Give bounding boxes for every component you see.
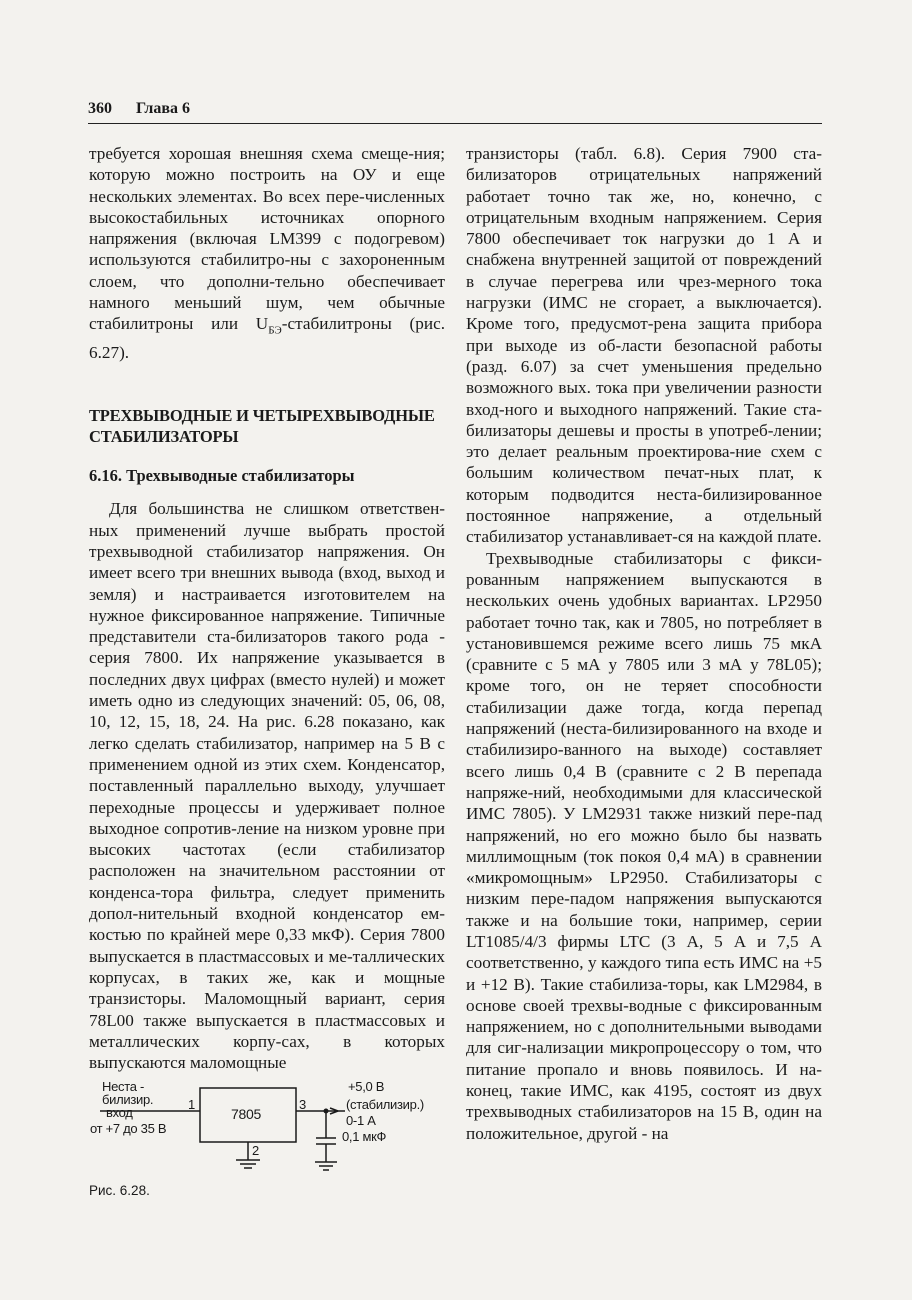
pin-label: 1	[188, 1097, 195, 1112]
left-column	[89, 143, 445, 1073]
paragraph: транзисторы (табл. 6.8). Серия 7900 ста-билизаторов отрицательных напряжений работает точно так же, но, конечно, с отрицательным входным напряжением. Серия 7800 обеспечивает ток нагрузки до 1 А и снабжена внутренней защитой от повреждений в случае перегрева или чрез-мерного тока нагрузки (ИМС не сгорает, а выключается). Кроме того, предусмот-рена защита прибора при выходе из об-ласти безопасной работы (разд. 6.07) за счет уменьшения предельно возможного вых. тока при увеличении разности вход-ного и выходного напряжений. Такие ста-билизаторы дешевы и просты в употреб-лении; это делает реальным проектирова-ние схем с большим количеством печат-ных плат, к которым подводится неста-билизированное постоянное напряжение, а отдельный стабилизатор устанавливает-ся на каждой плате.	[466, 144, 822, 547]
output-label: +5,0 В	[348, 1079, 385, 1094]
chapter-title: Глава 6	[136, 100, 190, 117]
paragraph: Трехвыводные стабилизаторы с фикси-рованным напряжением выпускаются в нескольких очень удобных вариантах. LP2950 работает точно так, как и 7805, но потребляет в установившемся режиме всего лишь 75 мкА (сравните с 5 мА у 7805 или 3 мА у 78L05); кроме того, он не теряет способности стабилизации даже тогда, когда перепад напряжений (неста-билизированного на входе и стабилизиро-ванного на выходе) составляет всего лишь 0,4 В (сравните с 2 В перепада напряже-ний, необходимыми для классической ИМС 7805). У LM2931 также низкий пере-пад напряжений, но его можно было бы назвать миллимощным (ток покоя 0,4 мА) в сравнении «микромощным» LP2950. Стабилизаторы с низким пере-падом напряжения выпускаются также и на большие токи, например, серии LT1085/4/3 фирмы LTC (3 А, 5 А и 7,5 А соответственно, у каждого типа есть ИМС на +5 и +12 В). Такие стабилиза-торы, как LM2984, в основе своей трехвы-водные с фиксированным напряжением, но с дополнительными выводами для сиг-нализации микропроцессору о том, что питание пропало и вновь появилось. И на-конец, такие ИМС, как 4195, состоят из двух трехвыводных стабилизаторов на 15 В, один на положительное, другой - на	[466, 548, 822, 1143]
pin-label: 3	[299, 1097, 306, 1112]
paragraph: требуется хорошая внешняя схема смеще-ния; которую можно построить на ОУ и еще нескольких элементах. Во всех пере-численных высокостабильных источниках опорного напряжения (включая LM399 с подогревом) используются стабилитро-ны с захороненным слоем, что дополни-тельно обеспечивает намного меньший шум, чем обычные стабилитроны или $U_{БЭ}$-стабилитроны (рис. 6.27).	[89, 144, 445, 363]
input-label: билизир.	[102, 1092, 154, 1107]
subsection-title: 6.16. Трехвыводные стабилизаторы	[89, 466, 355, 486]
input-label: от +7 до 35 В	[90, 1121, 167, 1136]
pin-label: 2	[252, 1143, 259, 1158]
header-rule	[88, 123, 822, 124]
page-number: 360	[88, 100, 112, 117]
figure-caption: Рис. 6.28.	[89, 1183, 150, 1198]
capacitor-label: 0,1 мкФ	[342, 1129, 387, 1144]
paragraph: Для большинства не слишком ответствен-ных применений лучше выбрать простой трехвыводной стабилизатор напряжения. Он имеет всего три внешних вывода (вход, выход и земля) и настраивается изготовителем на нужное фиксированное напряжение. Типичные представители ста-билизаторов такого рода - серия 7800. Их напряжение указывается в последних двух цифрах (вместо нулей) и может иметь одно из следующих значений: 05, 06, 08, 10, 12, 15, 18, 24. На рис. 6.28 показано, как легко сделать стабилизатор, например на 5 В с применением одной из этих схем. Конденсатор, поставленный параллельно выходу, улучшает переходные процессы и удерживает полное выходное сопротив-ление на низком уровне при высоких частотах (если стабилизатор расположен на значительном расстоянии от конденса-тора фильтра, следует применить допол-нительный входной конденсатор ем-костью по крайней мере 0,33 мкФ). Серия 7800 выпускается в пластмассовых и ме-таллических корпусах, в таких же, как и мощные транзисторы. Маломощный вариант, серия 78L00 также выпускается в пластмассовых и металлических корпу-сах, в которых выпускаются маломощные	[89, 499, 445, 1073]
subscript: БЭ	[268, 324, 282, 337]
output-label: (стабилизир.)	[346, 1097, 424, 1112]
input-label: Неста -	[102, 1079, 144, 1094]
input-label: вход	[106, 1105, 133, 1120]
section-title: ТРЕХВЫВОДНЫЕ И ЧЕТЫРЕХВЫВОДНЫЕ СТАБИЛИЗАТОРЫ	[89, 406, 435, 447]
right-column	[466, 143, 822, 1144]
chip-label: 7805	[231, 1106, 261, 1122]
page-header	[88, 100, 822, 118]
output-label: 0-1 А	[346, 1113, 376, 1128]
